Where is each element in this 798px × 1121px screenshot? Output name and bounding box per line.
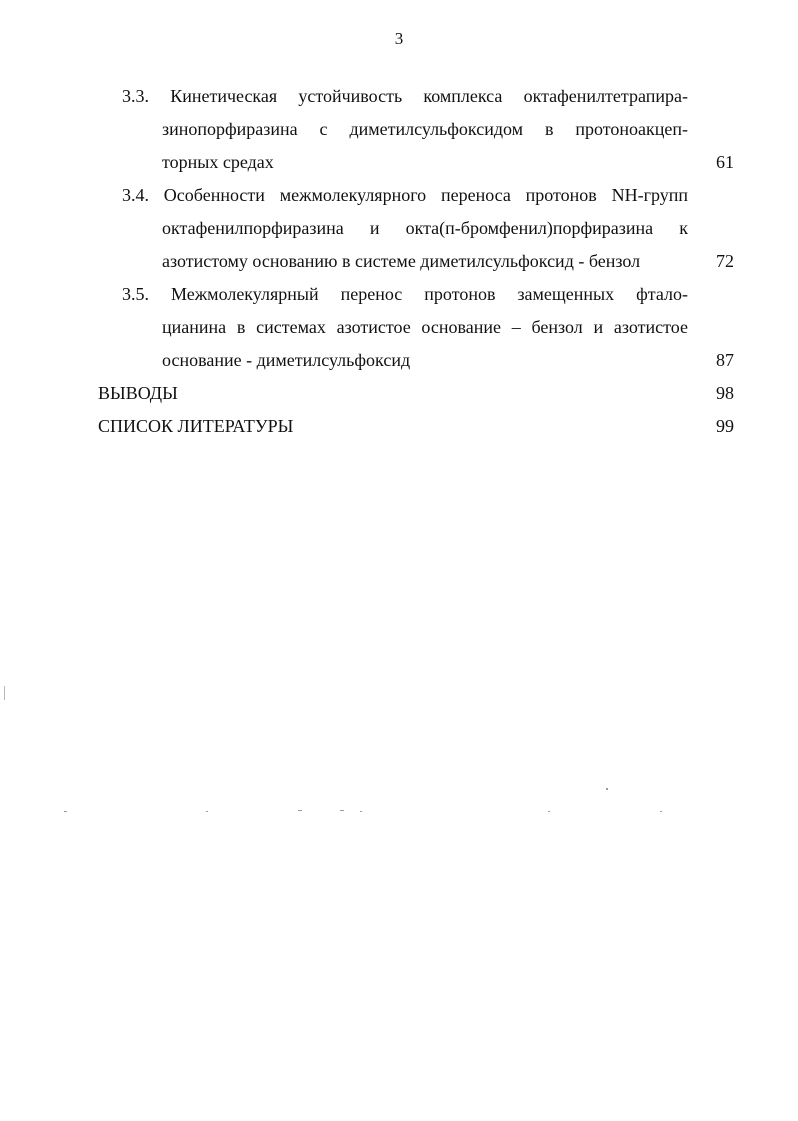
toc-entry-line: цианина в системах азотистое основание – бензол и азотистое bbox=[162, 317, 688, 337]
toc-entry-title: СПИСОК ЛИТЕРАТУРЫ bbox=[98, 416, 294, 436]
toc-entry-line: 3.5. Межмолекулярный перенос протонов замещенных фтало- bbox=[122, 284, 688, 304]
toc-entry-3-5 bbox=[0, 278, 798, 377]
page-number: 3 bbox=[394, 29, 404, 48]
toc-entry-line: зинопорфиразина с диметилсульфоксидом в протоноакцеп- bbox=[162, 119, 688, 139]
scan-artifact bbox=[340, 810, 344, 811]
scan-artifact bbox=[64, 811, 67, 812]
scan-artifact bbox=[206, 811, 208, 812]
scan-artifact bbox=[298, 810, 302, 811]
scan-artifact bbox=[660, 811, 662, 812]
toc-entry-references bbox=[98, 410, 734, 443]
scan-artifact bbox=[606, 788, 608, 790]
toc-entry-line: азотистому основанию в системе диметилсульфоксид - бензол bbox=[162, 251, 641, 271]
toc-entry-line: 3.3. Кинетическая устойчивость комплекса октафенилтетрапира- bbox=[122, 86, 688, 106]
toc-entry-title: ВЫВОДЫ bbox=[98, 383, 178, 403]
scan-artifact bbox=[4, 686, 5, 700]
toc-entry-3-3 bbox=[0, 80, 798, 179]
toc-page-number: 72 bbox=[716, 251, 734, 271]
toc-entry-line: основание - диметилсульфоксид bbox=[162, 350, 411, 370]
toc-entry-conclusions bbox=[98, 377, 734, 410]
toc-entry-line: октафенилпорфиразина и окта(п-бромфенил)порфиразина к bbox=[162, 218, 688, 238]
toc-page-number: 87 bbox=[716, 350, 734, 370]
table-of-contents bbox=[0, 80, 798, 443]
scan-artifact bbox=[548, 811, 550, 812]
toc-page-number: 61 bbox=[716, 152, 734, 172]
toc-page-number: 99 bbox=[716, 416, 734, 436]
scan-artifact bbox=[360, 811, 362, 812]
toc-entry-3-4 bbox=[0, 179, 798, 278]
toc-entry-line: 3.4. Особенности межмолекулярного переноса протонов NH-групп bbox=[122, 185, 688, 205]
toc-page-number: 98 bbox=[716, 383, 734, 403]
toc-entry-line: торных средах bbox=[162, 152, 274, 172]
